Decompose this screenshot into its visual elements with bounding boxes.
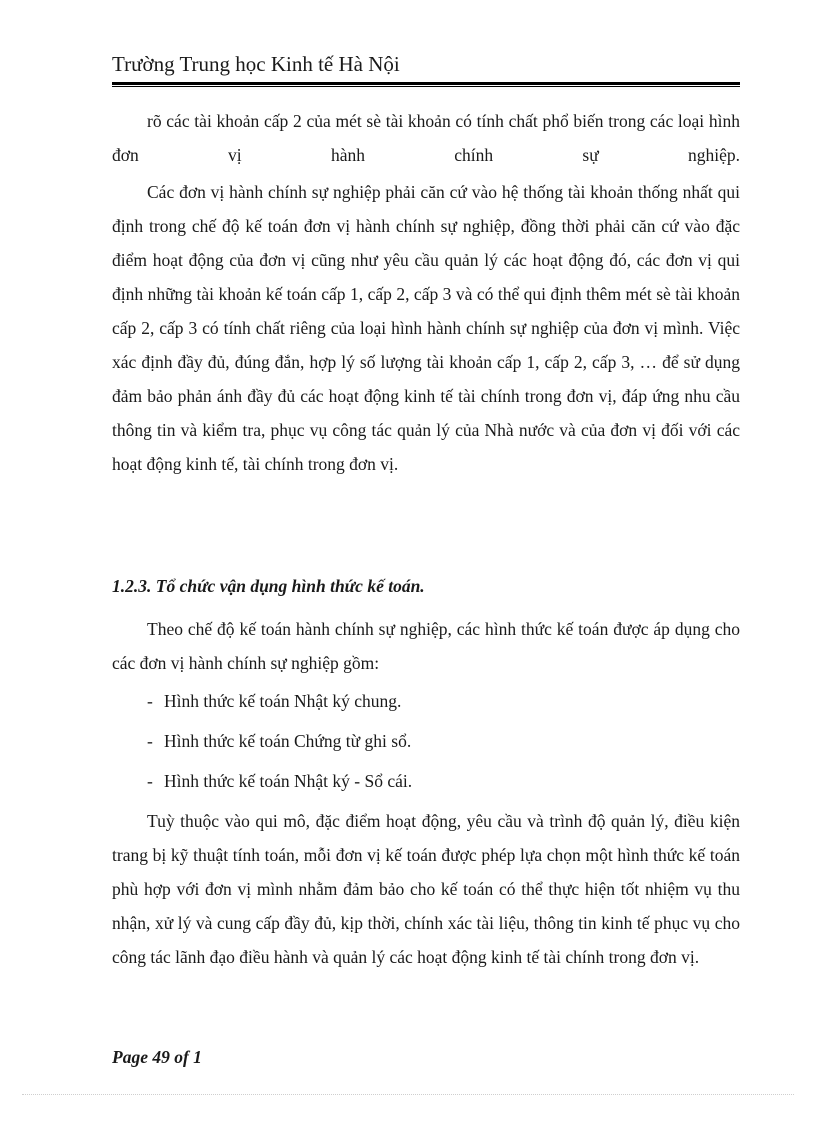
list-item-text: Hình thức kế toán Nhật ký - Sổ cái. [164,771,413,791]
list-item [112,764,740,798]
list-bullet: - [147,691,153,711]
body-section-2 [112,612,740,974]
paragraph-2: Các đơn vị hành chính sự nghiệp phải căn cứ vào hệ thống tài khoản thống nhất qui định trong chế độ kế toán đơn vị hành chính sự nghiệp, đồng thời phải căn cứ vào đặc điểm hoạt động của đơn vị cũng như yêu cầu quản lý các hoạt động đó, các đơn vị qui định những tài khoản kế toán cấp 1, cấp 2, cấp 3 và có thể qui định thêm mét sè tài khoản cấp 2, cấp 3 có tính chất riêng của loại hình hành chính sự nghiệp của đơn vị mình. Việc xác định đầy đủ, đúng đắn, hợp lý số lượng tài khoản cấp 1, cấp 2, cấp 3, … để sử dụng đảm bảo phản ánh đầy đủ các hoạt động kinh tế tài chính trong đơn vị, đáp ứng nhu cầu thông tin và kiểm tra, phục vụ công tác quản lý của Nhà nước và của đơn vị đối với các hoạt động kinh tế, tài chính trong đơn vị. [112,182,740,474]
list-bullet: - [147,731,153,751]
list-item-text: Hình thức kế toán Nhật ký chung. [164,691,402,711]
page-bottom-border [22,1094,794,1095]
page-header: Trường Trung học Kinh tế Hà Nội [112,52,400,76]
list-bullet: - [147,771,153,791]
list-item [112,684,740,718]
list-item [112,724,740,758]
page-footer: Page 49 of 1 [112,1047,202,1067]
paragraph-4: Tuỳ thuộc vào qui mô, đặc điểm hoạt động, yêu cầu và trình độ quản lý, điều kiện trang bị kỹ thuật tính toán, mỗi đơn vị kế toán được phép lựa chọn một hình thức kế toán phù hợp với đơn vị mình nhằm đảm bảo cho kế toán có thể thực hiện tốt nhiệm vụ thu nhận, xử lý và cung cấp đầy đủ, kịp thời, chính xác tài liệu, thông tin kinh tế phục vụ cho công tác lãnh đạo điều hành và quản lý các hoạt động kinh tế tài chính trong đơn vị. [112,811,740,967]
paragraph-1: rõ các tài khoản cấp 2 của mét sè tài khoản có tính chất phổ biến trong các loại hình đơn vị hành chính sự nghiệp. [112,111,740,165]
section-heading: 1.2.3. Tổ chức vận dụng hình thức kế toán. [112,576,425,596]
body-section-1 [112,104,740,481]
header-divider [112,82,740,87]
list-item-text: Hình thức kế toán Chứng từ ghi sổ. [164,731,412,751]
paragraph-3: Theo chế độ kế toán hành chính sự nghiệp, các hình thức kế toán được áp dụng cho các đơn vị hành chính sự nghiệp gồm: [112,619,740,673]
